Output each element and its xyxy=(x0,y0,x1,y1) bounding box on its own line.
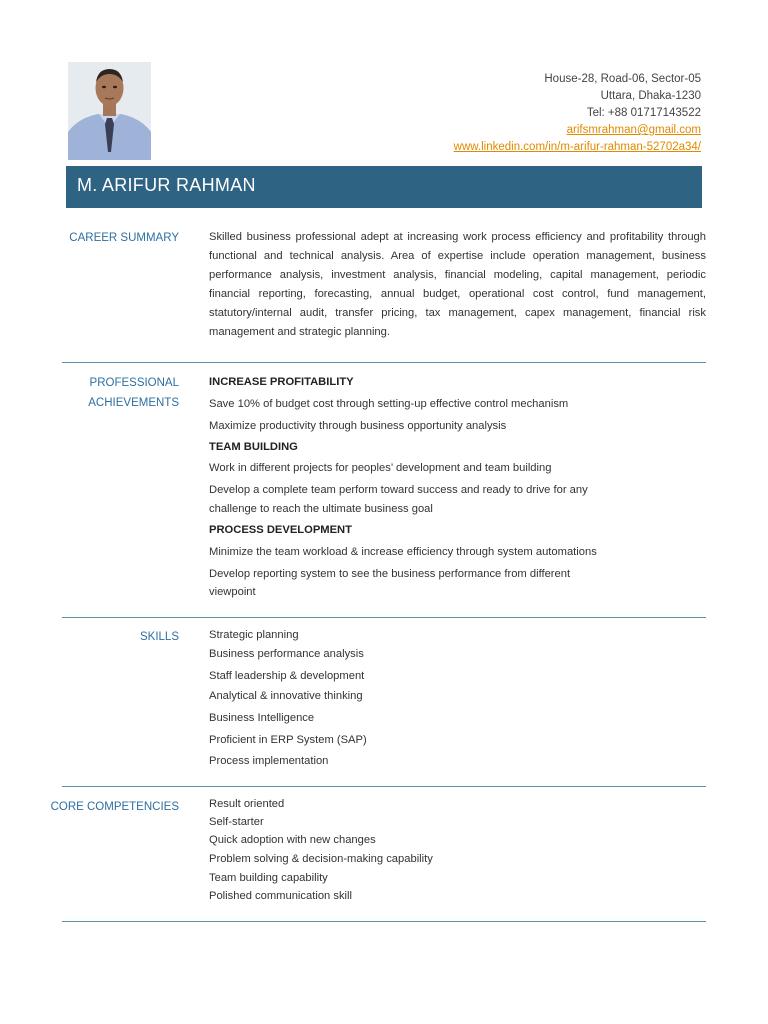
achievement-heading: TEAM BUILDING xyxy=(209,441,298,453)
skill-item: Process implementation xyxy=(209,755,329,767)
achievement-item: viewpoint xyxy=(209,586,256,598)
profile-photo-image xyxy=(68,62,151,160)
career-summary-label: CAREER SUMMARY xyxy=(69,232,179,244)
competency-item: Result oriented xyxy=(209,798,285,810)
skill-item: Business performance analysis xyxy=(209,648,364,660)
skills-label: SKILLS xyxy=(140,631,179,643)
competencies-label: CORE COMPETENCIES xyxy=(50,801,179,813)
skills-content xyxy=(209,627,706,777)
competency-item: Self-starter xyxy=(209,816,264,828)
skill-item: Analytical & innovative thinking xyxy=(209,690,363,702)
competency-item: Problem solving & decision-making capability xyxy=(209,853,433,865)
skill-item: Business Intelligence xyxy=(209,712,315,724)
achievement-heading: PROCESS DEVELOPMENT xyxy=(209,524,352,536)
achievement-item: challenge to reach the ultimate business goal xyxy=(209,503,433,515)
section-divider xyxy=(62,921,706,922)
achievement-item: Save 10% of budget cost through setting-up effective control mechanism xyxy=(209,398,569,410)
email-link[interactable]: arifsmrahman@gmail.com xyxy=(566,124,701,136)
phone-number: Tel: +88 01717143522 xyxy=(586,107,701,119)
achievements-label-line-1: PROFESSIONAL xyxy=(89,377,179,389)
achievement-item: Develop a complete team perform toward success and ready to drive for any xyxy=(209,484,588,496)
competency-item: Quick adoption with new changes xyxy=(209,834,376,846)
section-divider xyxy=(62,617,706,618)
skill-item: Proficient in ERP System (SAP) xyxy=(209,734,367,746)
person-name: M. ARIFUR RAHMAN xyxy=(77,175,256,195)
profile-photo xyxy=(68,62,151,160)
skill-item: Staff leadership & development xyxy=(209,670,365,682)
competency-item: Team building capability xyxy=(209,872,328,884)
achievement-item: Develop reporting system to see the business performance from different xyxy=(209,568,571,580)
name-banner xyxy=(66,166,702,208)
competencies-content xyxy=(209,797,706,912)
linkedin-link[interactable]: www.linkedin.com/in/m-arifur-rahman-52702a34/ xyxy=(453,141,701,153)
address-line-1: House-28, Road-06, Sector-05 xyxy=(544,73,701,85)
achievements-content xyxy=(209,373,706,603)
achievement-heading: INCREASE PROFITABILITY xyxy=(209,376,354,388)
achievement-item: Minimize the team workload & increase efficiency through system automations xyxy=(209,546,597,558)
section-divider xyxy=(62,786,706,787)
address-line-2: Uttara, Dhaka-1230 xyxy=(600,90,701,102)
achievements-label-line-2: ACHIEVEMENTS xyxy=(88,397,179,409)
achievement-item: Maximize productivity through business opportunity analysis xyxy=(209,420,507,432)
achievement-item: Work in different projects for peoples’ development and team building xyxy=(209,462,552,474)
career-summary-text: Skilled business professional adept at increasing work process efficiency and profitability through functional and technical analysis. Area of expertise include operation management, business performance analysis, investment analysis, financial modeling, capital management, periodic financial reporting, forecasting, annual budget, operational cost control, fund management, statutory/internal audit, transfer pricing, tax management, capex management, financial risk management and strategic planning. xyxy=(209,231,706,338)
contact-block xyxy=(454,71,701,156)
section-divider xyxy=(62,362,706,363)
competency-item: Polished communication skill xyxy=(209,890,353,902)
skill-item: Strategic planning xyxy=(209,629,299,641)
